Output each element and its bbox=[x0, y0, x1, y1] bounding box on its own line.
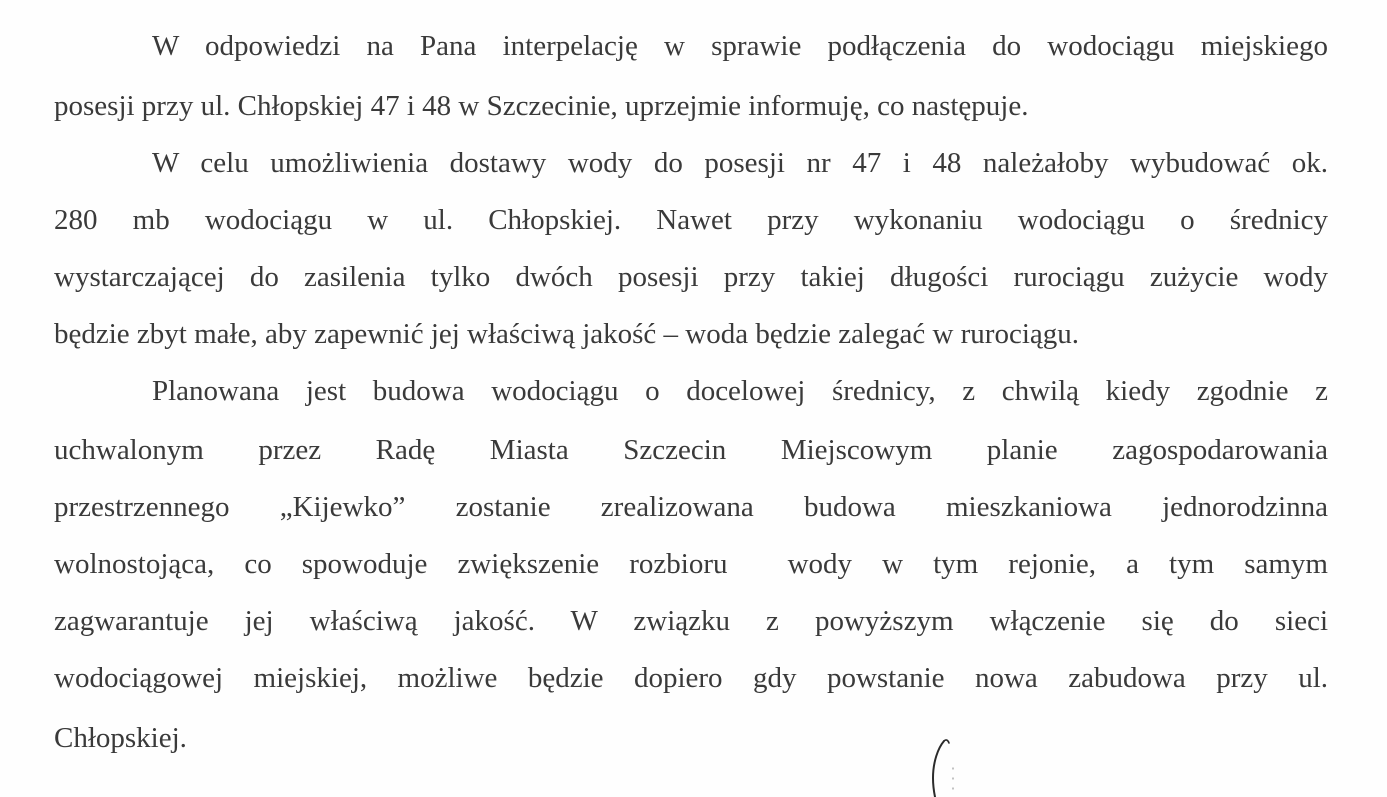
paragraph-2-line-4: będzie zbyt małe, aby zapewnić jej właściwą jakość – woda będzie zalegać w rurociągu. bbox=[54, 318, 1079, 350]
paragraph-3-line-6: wodociągowej miejskiej, możliwe będzie dopiero gdy powstanie nowa zabudowa przy ul. bbox=[54, 662, 1328, 694]
paragraph-2-line-2: 280 mb wodociągu w ul. Chłopskiej. Nawet przy wykonaniu wodociągu o średnicy bbox=[54, 204, 1328, 236]
paragraph-3-line-4: wolnostojąca, co spowoduje zwiększenie rozbioru wody w tym rejonie, a tym samym bbox=[54, 548, 1328, 580]
paragraph-1-line-2: posesji przy ul. Chłopskiej 47 i 48 w Szczecinie, uprzejmie informuję, co następuje. bbox=[54, 90, 1029, 122]
paragraph-3-line-7: Chłopskiej. bbox=[54, 722, 187, 754]
paragraph-3-line-2: uchwalonym przez Radę Miasta Szczecin Miejscowym planie zagospodarowania bbox=[54, 434, 1328, 466]
paragraph-2-line-1: W celu umożliwienia dostawy wody do posesji nr 47 i 48 należałoby wybudować ok. bbox=[152, 147, 1328, 179]
paragraph-3-line-3: przestrzennego „Kijewko” zostanie zrealizowana budowa mieszkaniowa jednorodzinna bbox=[54, 491, 1328, 523]
paragraph-3-line-5: zagwarantuje jej właściwą jakość. W związku z powyższym włączenie się do sieci bbox=[54, 605, 1328, 637]
paragraph-2-line-3: wystarczającej do zasilenia tylko dwóch posesji przy takiej długości rurociągu zużycie wody bbox=[54, 261, 1328, 293]
paragraph-3-line-1: Planowana jest budowa wodociągu o docelowej średnicy, z chwilą kiedy zgodnie z bbox=[152, 375, 1328, 407]
paragraph-1-line-1: W odpowiedzi na Pana interpelację w sprawie podłączenia do wodociągu miejskiego bbox=[152, 30, 1328, 62]
signature-stroke-icon bbox=[922, 738, 962, 797]
